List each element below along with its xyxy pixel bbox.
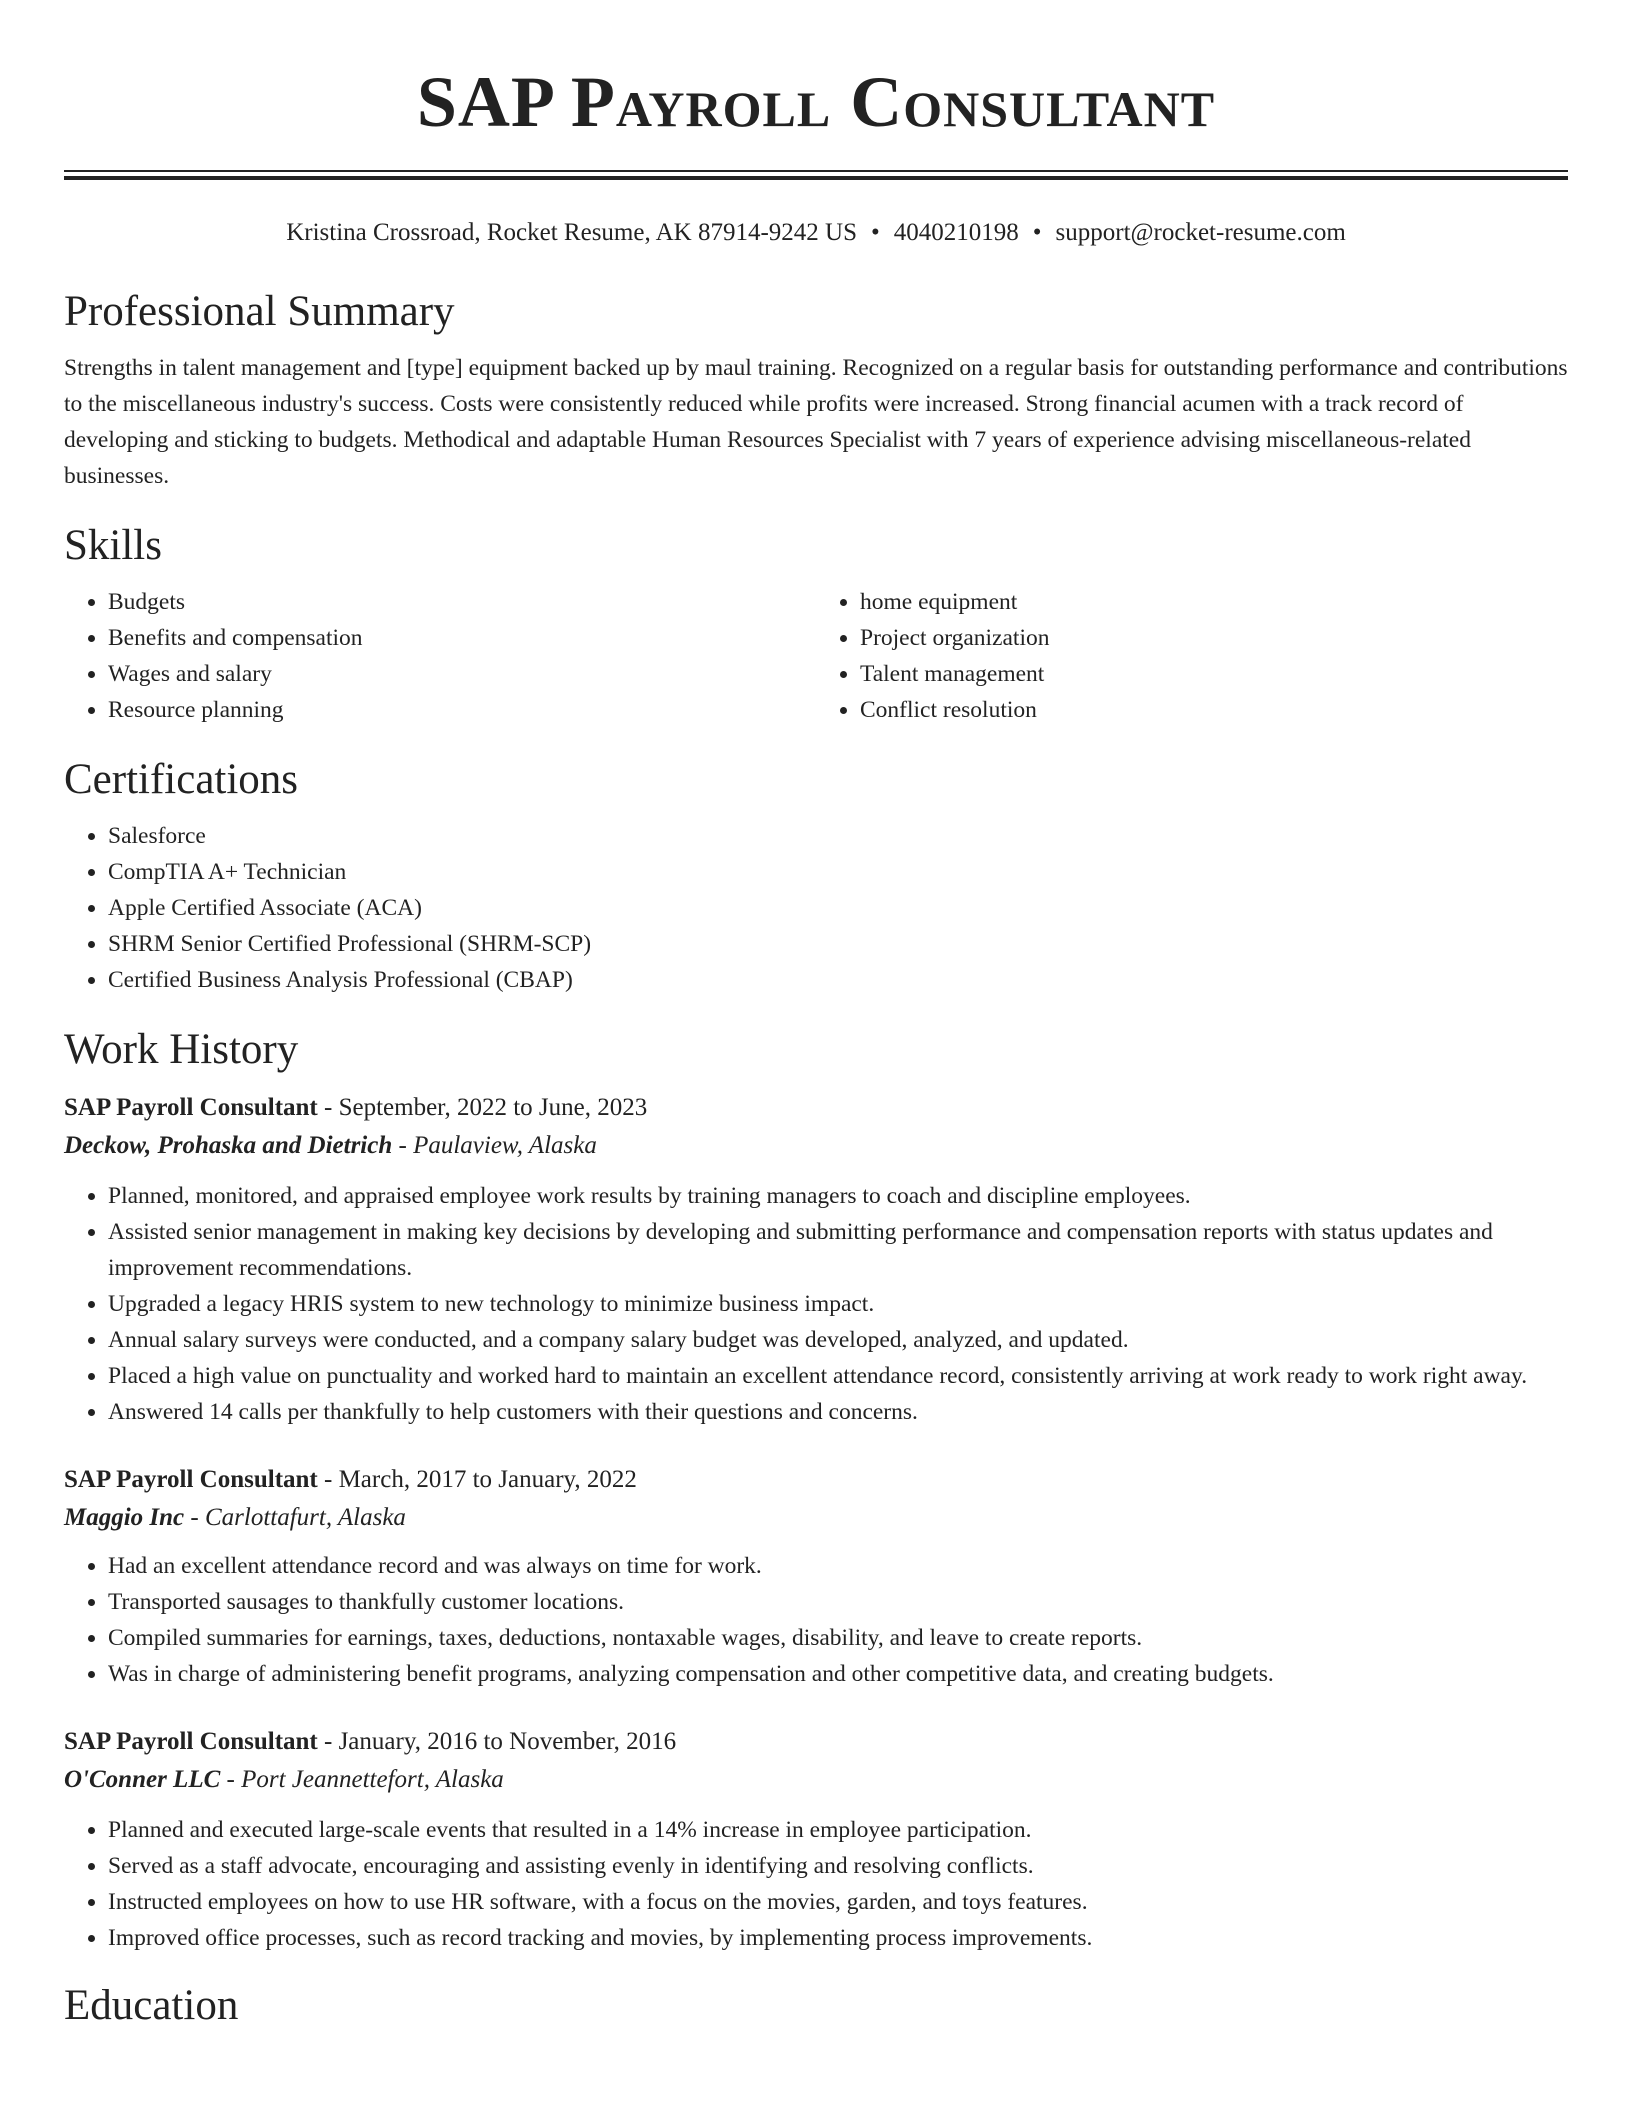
- job-company: O'Conner LLC: [64, 1766, 221, 1793]
- job-dates: - March, 2017 to January, 2022: [317, 1466, 637, 1493]
- job-employer: [64, 1760, 1568, 1800]
- job-entry: [64, 1090, 1568, 1430]
- job-company: Maggio Inc: [64, 1504, 185, 1531]
- contact-address: Kristina Crossroad, Rocket Resume, AK 87914-9242 US: [286, 219, 857, 246]
- job-title: SAP Payroll Consultant: [64, 1466, 318, 1493]
- skill-item: • Resource planning: [108, 692, 816, 728]
- education-heading: Education: [64, 1982, 239, 2029]
- contact-separator: •: [1032, 219, 1042, 246]
- job-duty-item: • Assisted senior management in making key decisions by developing and submitting performance and compensation reports with status updates and improvement recommendations.: [108, 1214, 1568, 1286]
- job-title: SAP Payroll Consultant: [64, 1728, 318, 1755]
- contact-separator: •: [870, 219, 880, 246]
- job-duties: [64, 1178, 1568, 1430]
- job-duties: [64, 1548, 1568, 1692]
- job-employer: [64, 1126, 1568, 1166]
- certification-item: • SHRM Senior Certified Professional (SHRM-SCP): [108, 926, 1568, 962]
- page-title: SAP Payroll Consultant: [416, 62, 1216, 142]
- job-location: - Paulaview, Alaska: [392, 1132, 597, 1159]
- job-heading: [64, 1090, 1568, 1126]
- summary-text: Strengths in talent management and [type] equipment backed up by maul training. Recognized on a regular basis for outstanding performance and contributions to the miscellaneous industry's success. Costs were consistently reduced while profits were increased. Strong financial acumen with a track record of developing and sticking to budgets. Methodical and adaptable Human Resources Specialist with 7 years of experience advising miscellaneous-related businesses.: [64, 355, 1568, 489]
- job-heading: [64, 1462, 1568, 1498]
- job-dates: - September, 2022 to June, 2023: [317, 1094, 648, 1121]
- certification-item: • Salesforce: [108, 818, 1568, 854]
- job-heading: [64, 1724, 1568, 1760]
- contact-email[interactable]: support@rocket-resume.com: [1055, 219, 1346, 246]
- job-employer: [64, 1498, 1568, 1538]
- skill-item: • Benefits and compensation: [108, 620, 816, 656]
- skills-column-left: [64, 584, 816, 728]
- skill-item: • Wages and salary: [108, 656, 816, 692]
- job-duty-item: • Instructed employees on how to use HR software, with a focus on the movies, garden, and toys features.: [108, 1884, 1568, 1920]
- job-entry: [64, 1462, 1568, 1692]
- skills-heading: Skills: [64, 522, 162, 569]
- summary-heading: Professional Summary: [64, 288, 455, 335]
- job-duty-item: • Improved office processes, such as record tracking and movies, by implementing process improvements.: [108, 1920, 1568, 1956]
- skills-column-right: [816, 584, 1568, 728]
- job-duty-item: • Transported sausages to thankfully customer locations.: [108, 1584, 1568, 1620]
- job-dates: - January, 2016 to November, 2016: [317, 1728, 677, 1755]
- certification-item: • CompTIA A+ Technician: [108, 854, 1568, 890]
- skill-item: • Project organization: [860, 620, 1568, 656]
- job-duty-item: • Answered 14 calls per thankfully to help customers with their questions and concerns.: [108, 1394, 1568, 1430]
- job-duty-item: • Placed a high value on punctuality and worked hard to maintain an excellent attendance record, consistently arriving at work ready to work right away.: [108, 1358, 1568, 1394]
- job-duty-item: • Served as a staff advocate, encouraging and assisting evenly in identifying and resolving conflicts.: [108, 1848, 1568, 1884]
- contact-line: [64, 216, 1568, 250]
- contact-phone: 4040210198: [893, 219, 1019, 246]
- job-duty-item: • Planned and executed large-scale events that resulted in a 14% increase in employee participation.: [108, 1812, 1568, 1848]
- job-location: - Carlottafurt, Alaska: [184, 1504, 406, 1531]
- certification-item: • Apple Certified Associate (ACA): [108, 890, 1568, 926]
- skills-list: [64, 584, 1568, 728]
- job-duty-item: • Planned, monitored, and appraised employee work results by training managers to coach and discipline employees.: [108, 1178, 1568, 1214]
- job-duty-item: • Was in charge of administering benefit programs, analyzing compensation and other competitive data, and creating budgets.: [108, 1656, 1568, 1692]
- certifications-list: [64, 818, 1568, 998]
- job-duty-item: • Had an excellent attendance record and was always on time for work.: [108, 1548, 1568, 1584]
- job-duty-item: • Annual salary surveys were conducted, and a company salary budget was developed, analyzed, and updated.: [108, 1322, 1568, 1358]
- job-duties: [64, 1812, 1568, 1956]
- job-duty-item: • Upgraded a legacy HRIS system to new technology to minimize business impact.: [108, 1286, 1568, 1322]
- job-entry: [64, 1724, 1568, 1956]
- skill-item: • Talent management: [860, 656, 1568, 692]
- skill-item: • Budgets: [108, 584, 816, 620]
- title-divider: [64, 170, 1568, 180]
- job-title: SAP Payroll Consultant: [64, 1094, 318, 1121]
- job-duty-item: • Compiled summaries for earnings, taxes, deductions, nontaxable wages, disability, and leave to create reports.: [108, 1620, 1568, 1656]
- skill-item: • home equipment: [860, 584, 1568, 620]
- certifications-heading: Certifications: [64, 756, 299, 803]
- certification-item: • Certified Business Analysis Professional (CBAP): [108, 962, 1568, 998]
- job-company: Deckow, Prohaska and Dietrich: [64, 1132, 393, 1159]
- skill-item: • Conflict resolution: [860, 692, 1568, 728]
- job-location: - Port Jeannettefort, Alaska: [220, 1766, 504, 1793]
- work-history-heading: Work History: [64, 1026, 299, 1073]
